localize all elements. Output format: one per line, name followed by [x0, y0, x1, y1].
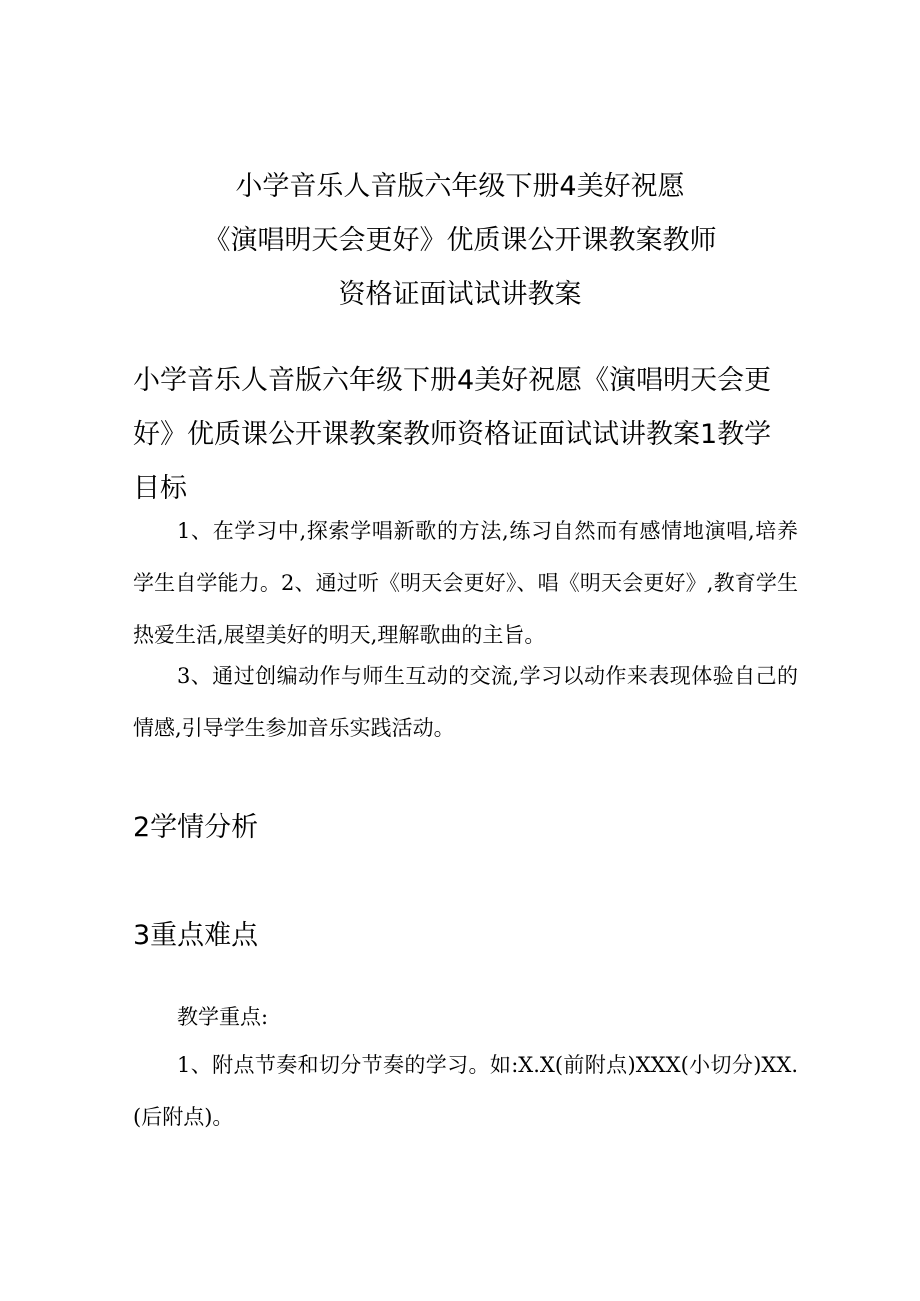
key-points-label: 教学重点:: [177, 1005, 269, 1029]
main-heading: 小学音乐人音版六年级下册4美好祝愿《演唱明天会更好》优质课公开课教案教师资格证面试试讲教案1教学目标: [133, 365, 772, 504]
section-heading-key-points: 3重点难点: [133, 920, 259, 951]
key-point-paragraph-1: 1、附点节奏和切分节奏的学习。如:X.X(前附点)XXX(小切分)XX.(后附点)。: [133, 1053, 798, 1129]
section-heading-analysis: 2学情分析: [133, 812, 259, 843]
title-line-3: 资格证面试试讲教案: [338, 279, 582, 310]
title-line-1: 小学音乐人音版六年级下册4美好祝愿: [235, 171, 685, 202]
document-title: [120, 160, 800, 322]
title-line-2: 《演唱明天会更好》优质课公开课教案教师: [203, 225, 717, 256]
objective-paragraph-2: 3、通过创编动作与师生互动的交流,学习以动作来表现体验自己的情感,引导学生参加音乐实践活动。: [133, 664, 798, 740]
objective-paragraph-1: 1、在学习中,探索学唱新歌的方法,练习自然而有感情地演唱,培养学生自学能力。2、通过听《明天会更好》、唱《明天会更好》,教育学生热爱生活,展望美好的明天,理解歌曲的主旨。: [133, 519, 798, 647]
